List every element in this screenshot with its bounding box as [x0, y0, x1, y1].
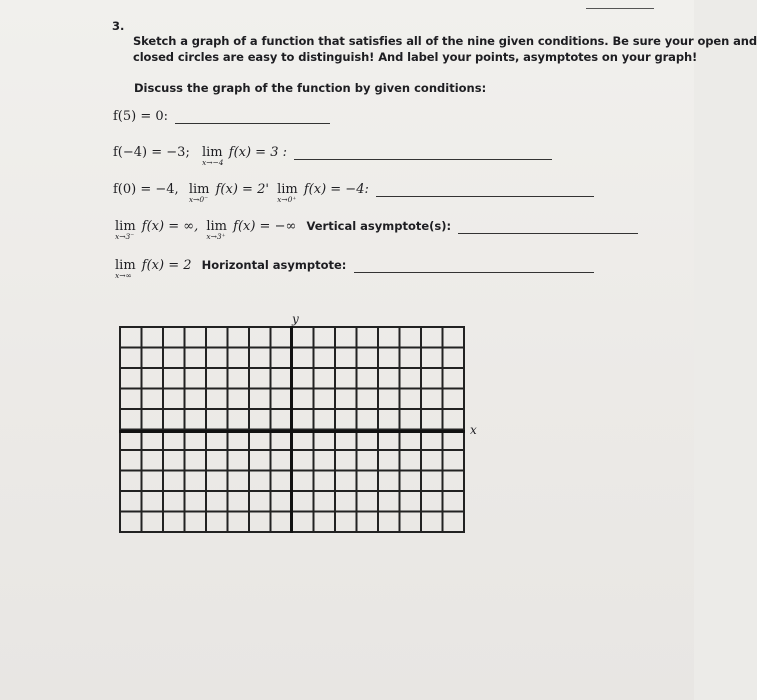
y-axis: [290, 326, 293, 533]
answer-blank-2[interactable]: [294, 159, 552, 160]
condition-5: [113, 258, 594, 280]
question-text-line-2: closed circles are easy to distinguish! And label your points, asymptotes on your graph!: [133, 50, 698, 64]
lim-subscript: x→3⁺: [206, 232, 226, 241]
lim-subscript: x→∞: [115, 271, 132, 280]
limit-notation: [115, 258, 136, 280]
lim-subscript: x→0⁻: [188, 195, 209, 204]
answer-blank-4[interactable]: [458, 233, 638, 234]
condition-5-expr: f(x) = 2: [141, 258, 192, 273]
condition-2: [113, 145, 552, 167]
condition-4-expr-1: f(x) = ∞,: [141, 219, 199, 234]
limit-notation-left: [115, 219, 136, 241]
answer-blank-1[interactable]: [175, 123, 330, 124]
condition-3-left: f(0) = −4,: [113, 182, 179, 197]
discuss-prompt: Discuss the graph of the function by given conditions:: [134, 81, 487, 95]
limit-notation-left: [188, 182, 210, 204]
horizontal-asymptote-label: Horizontal asymptote:: [201, 258, 347, 272]
condition-1: [113, 109, 330, 124]
condition-2-expr: f(x) = 3 :: [228, 145, 287, 160]
condition-3: [113, 182, 594, 204]
limit-notation-right: [206, 219, 227, 241]
answer-blank-3[interactable]: [376, 196, 594, 197]
lim-word: lim: [201, 145, 223, 160]
question-number: 3.: [112, 19, 125, 33]
lim-word: lim: [115, 219, 136, 234]
condition-3-expr-1: f(x) = 2': [215, 182, 269, 197]
condition-1-text: f(5) = 0:: [113, 109, 169, 124]
lim-word: lim: [188, 182, 210, 197]
lim-subscript: x→0⁺: [277, 195, 297, 204]
condition-2-left: f(−4) = −3;: [113, 145, 190, 160]
condition-4-expr-2: f(x) = −∞: [233, 219, 297, 234]
lim-word: lim: [206, 219, 227, 234]
y-axis-label: y: [292, 312, 299, 326]
condition-4: [113, 219, 638, 241]
lim-subscript: x→3⁻: [115, 232, 135, 241]
question-text-line-1: Sketch a graph of a function that satisfies all of the nine given conditions. Be sure your open and: [133, 34, 757, 48]
vertical-asymptote-label: Vertical asymptote(s):: [306, 219, 452, 233]
limit-notation-right: [277, 182, 298, 204]
lim-word: lim: [277, 182, 298, 197]
lim-subscript: x→−4: [201, 158, 224, 167]
condition-3-expr-2: f(x) = −4:: [303, 182, 369, 197]
lim-word: lim: [115, 258, 136, 273]
x-axis-label: x: [470, 423, 477, 437]
answer-blank-5[interactable]: [354, 272, 594, 273]
top-rule: [586, 8, 654, 9]
limit-notation: [201, 145, 224, 167]
